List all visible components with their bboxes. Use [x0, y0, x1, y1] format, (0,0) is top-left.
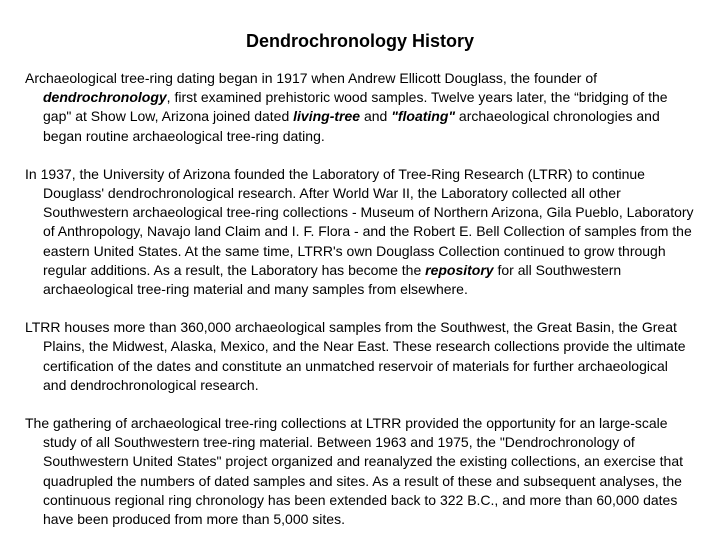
emphasis-dendrochronology: dendrochronology	[43, 89, 167, 106]
text-run: archaeological chronologies and began routine archaeological tree-ring dating.	[43, 108, 660, 144]
text-run: The gathering of archaeological tree-ring collections at LTRR provided the opportunity for an large-scale study of all Southwestern tree-ring material. Between 1963 and 1975, the "Dendrochronology of Southwestern United States" project organized and reanalyzed the existing collections, an exercise that quadrupled the numbers of dated samples and sites. As a result of these and subsequent analyses, the continuous regional ring chronology has been extended back to 322 B.C., and more than 60,000 dates have been produced from more than 5,000 sites.	[25, 415, 684, 528]
text-run: Archaeological tree-ring dating began in 1917 when Andrew Ellicott Douglass, the founder of	[25, 70, 598, 86]
paragraph-origins	[25, 69, 695, 146]
text-run: In 1937, the University of Arizona founded the Laboratory of Tree-Ring Research (LTRR) to continue Douglass' dendrochronological research. After World War II, the Laboratory collected all other Southwestern archaeological tree-ring collections - Museum of Northern Arizona, Gila Pueblo, Laboratory of Anthropology, Navajo land Claim and I. F. Flora - and the Robert E. Bell Collection of samples from the eastern United States. At the same time, LTRR's own Douglass Collection continued to grow through regular additions. As a result, the Laboratory has become the	[25, 165, 694, 278]
emphasis-living-tree: living-tree	[293, 108, 361, 125]
paragraph-southwest-project	[25, 414, 695, 529]
emphasis-floating: "floating"	[391, 108, 456, 125]
text-run: , first examined prehistoric wood samples. Twelve years later, the “bridging of the gap" at Show Low, Arizona joined dated	[43, 89, 668, 125]
body-text	[25, 69, 695, 548]
text-run: LTRR houses more than 360,000 archaeological samples from the Southwest, the Great Basin, the Great Plains, the Midwest, Alaska, Mexico, and the Near East. These research collections provide the ultimate certification of the dates and constitute an unmatched reservoir of materials for further archaeological and dendrochronological research.	[25, 319, 686, 393]
paragraph-collections	[25, 318, 695, 395]
paragraph-ltrr-founding	[25, 165, 695, 299]
page-title: Dendrochronology History	[245, 31, 474, 51]
text-run: and	[360, 108, 392, 125]
text-run: for all Southwestern archaeological tree-ring material and many samples from elsewhere.	[43, 261, 622, 298]
emphasis-repository: repository	[425, 261, 494, 278]
